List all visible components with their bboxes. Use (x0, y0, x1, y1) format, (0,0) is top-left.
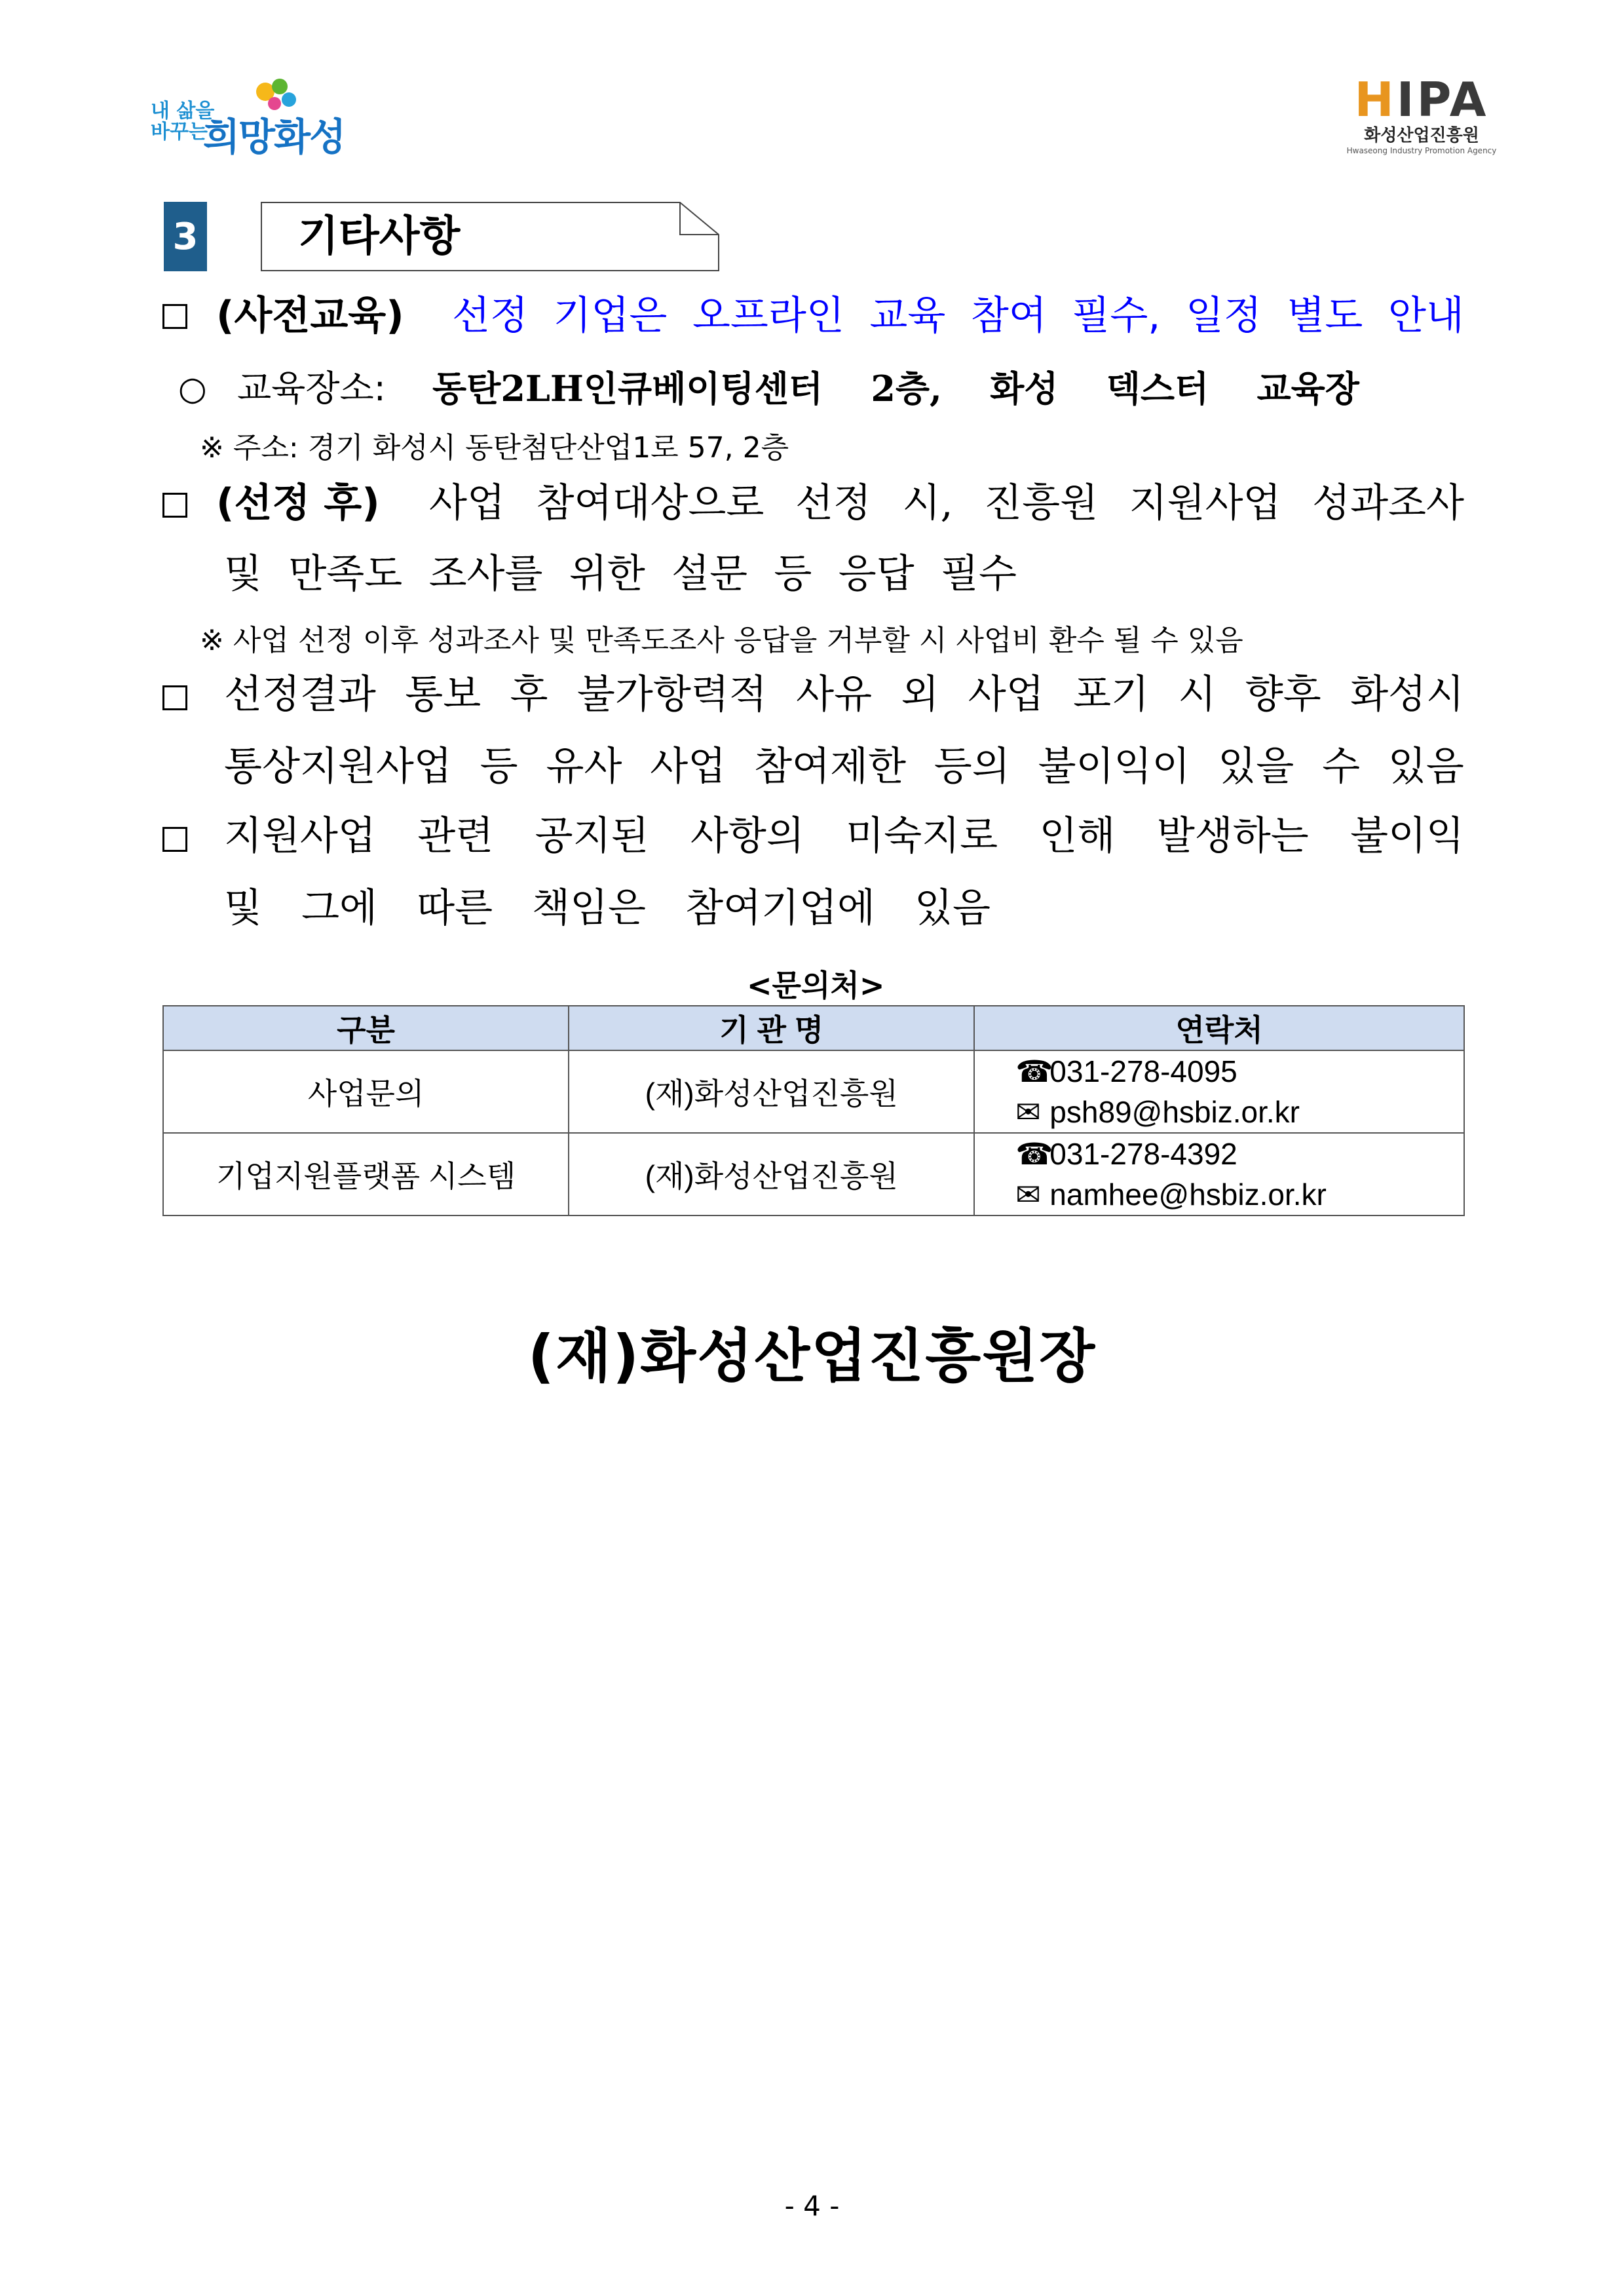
hipa-name-en: Hwaseong Industry Promotion Agency (1346, 146, 1497, 155)
education-place-text: 동탄2LH인큐베이팅센터 2층, 화성 덱스터 교육장 (432, 368, 1359, 410)
logo-left-small-text: 내 삶을 바꾸는 (151, 100, 215, 144)
pre-education-tag: (사전교육) (216, 293, 404, 339)
contact-table (162, 1005, 1465, 1216)
row-category: 기업지원플랫폼 시스템 (163, 1133, 569, 1215)
phone-icon: ☎ (1015, 1054, 1053, 1088)
issuer-signature: (재)화성산업진흥원장 (527, 1322, 1097, 1390)
hope-hwaseong-logo (151, 73, 347, 159)
checkbox-bullet (162, 304, 187, 329)
email-address[interactable]: psh89@hsbiz.or.kr (1049, 1095, 1300, 1129)
table-header-row (163, 1006, 1464, 1050)
row-contact (974, 1133, 1464, 1215)
after-selection-note: ※ 사업 선정 이후 성과조사 및 만족도조사 응답을 거부할 시 사업비 환수 될 수 있음 (200, 624, 1243, 657)
table-row (163, 1050, 1464, 1133)
after-selection-tag: (선정 후) (216, 480, 380, 526)
header-org: 기 관 명 (569, 1006, 974, 1050)
address-note: ※ 주소: 경기 화성시 동탄첨단산업1로 57, 2층 (200, 431, 789, 465)
phone-number: 031-278-4095 (1049, 1054, 1237, 1088)
page-number: - 4 - (784, 2190, 840, 2222)
row-contact (974, 1050, 1464, 1133)
header-category: 구분 (163, 1006, 569, 1050)
email-icon: ✉ (1015, 1095, 1041, 1129)
responsibility-line2: 및 그에 따른 책임은 참여기업에 있음 (224, 885, 991, 931)
phone-icon: ☎ (1015, 1137, 1053, 1171)
forfeit-line2: 통상지원사업 등 유사 사업 참여제한 등의 불이익이 있을 수 있음 (224, 744, 1464, 790)
hipa-mark: HIPA (1354, 72, 1489, 127)
responsibility-line1: 지원사업 관련 공지된 사항의 미숙지로 인해 발생하는 불이익 (224, 813, 1464, 859)
row-org: (재)화성산업진흥원 (569, 1133, 974, 1215)
row-category: 사업문의 (163, 1050, 569, 1133)
section-title: 기타사항 (298, 212, 461, 261)
after-selection-line1: 사업 참여대상으로 선정 시, 진흥원 지원사업 성과조사 (429, 480, 1464, 526)
hipa-name-ko: 화성산업진흥원 (1364, 126, 1479, 145)
forfeit-line1: 선정결과 통보 후 불가항력적 사유 외 사업 포기 시 향후 화성시 (224, 672, 1464, 718)
checkbox-bullet (162, 685, 187, 710)
header-contact: 연락처 (974, 1006, 1464, 1050)
email-address[interactable]: namhee@hsbiz.or.kr (1049, 1177, 1327, 1212)
table-row (163, 1133, 1464, 1215)
checkbox-bullet (162, 827, 187, 852)
phone-number: 031-278-4392 (1049, 1137, 1237, 1171)
email-icon: ✉ (1015, 1177, 1041, 1212)
contact-caption: <문의처> (747, 968, 885, 1003)
logo-left-large-text: 희망화성 (203, 115, 345, 159)
circle-bullet: ○ (178, 370, 207, 408)
hipa-logo (1346, 73, 1497, 159)
row-org: (재)화성산업진흥원 (569, 1050, 974, 1133)
after-selection-line2: 및 만족도 조사를 위한 설문 등 응답 필수 (224, 551, 1017, 597)
checkbox-bullet (162, 493, 187, 518)
pre-education-text: 선정 기업은 오프라인 교육 참여 필수, 일정 별도 안내 (452, 293, 1464, 339)
section-number: 3 (164, 202, 207, 271)
education-place-label: 교육장소: (237, 368, 386, 409)
